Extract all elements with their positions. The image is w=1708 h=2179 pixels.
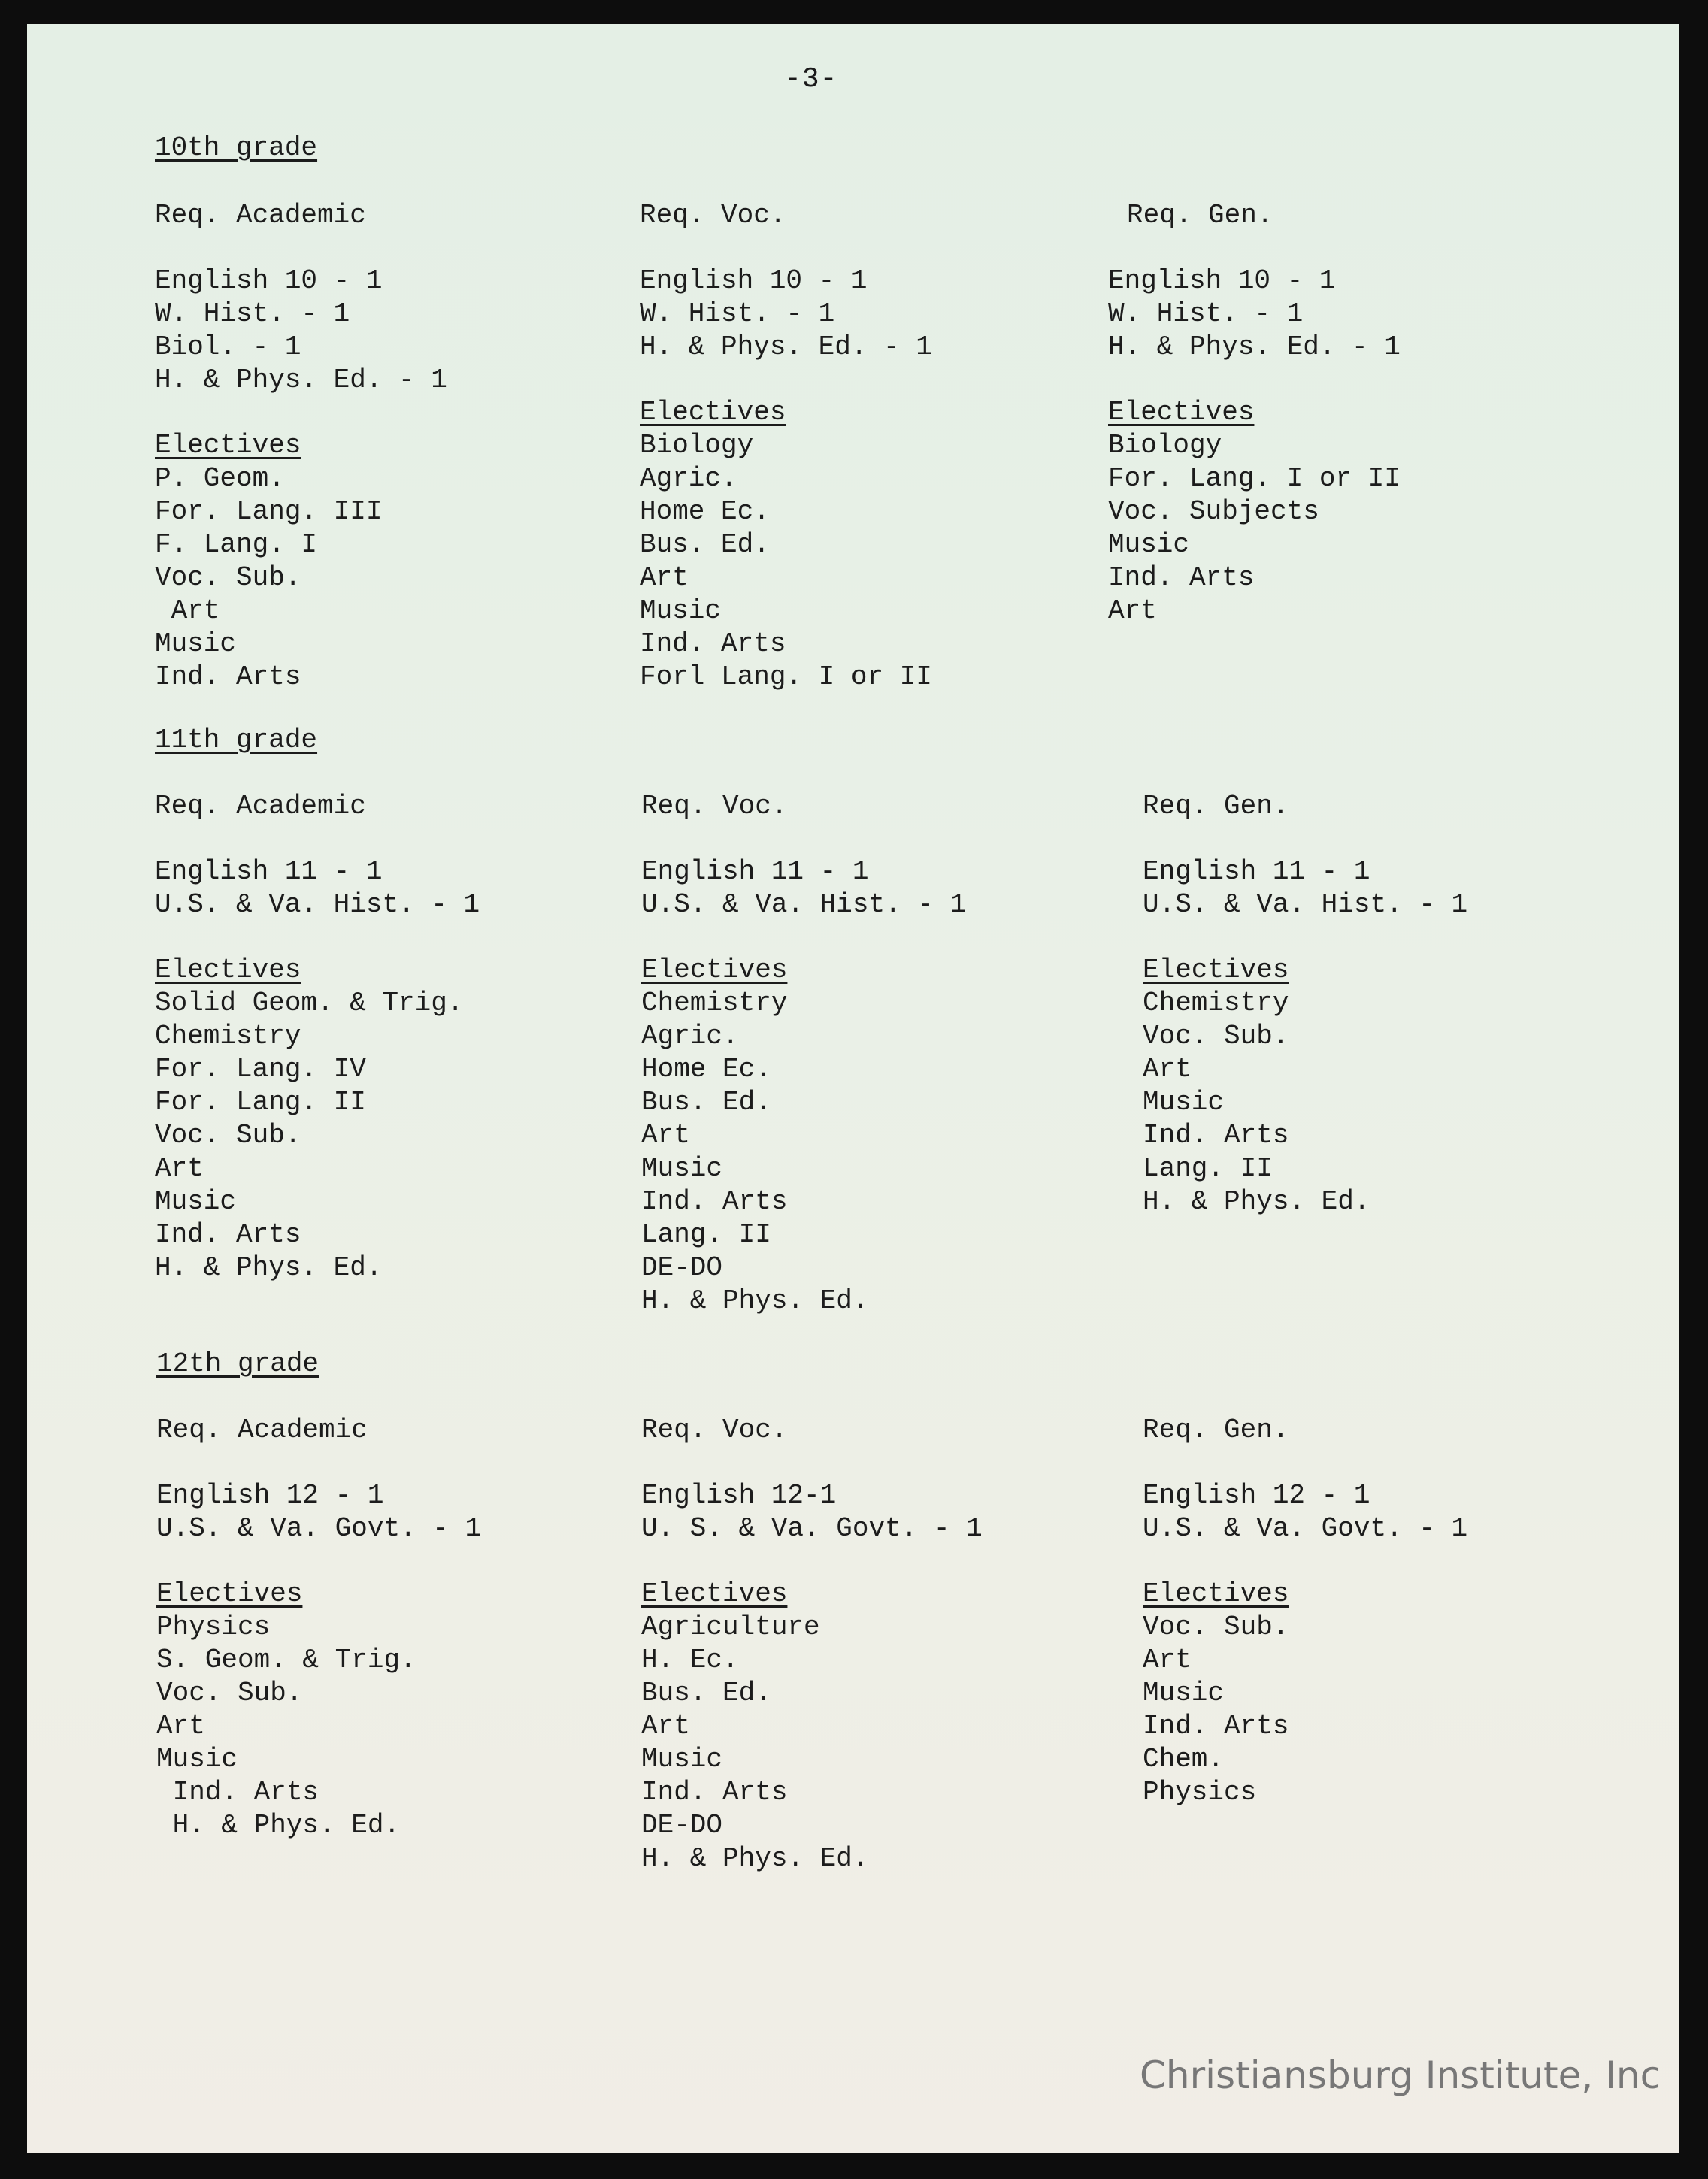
list-item: Home Ec.	[640, 496, 770, 527]
list-item: Music	[1108, 529, 1190, 560]
required-list	[1143, 855, 1609, 922]
list-item: English 11 - 1	[1143, 856, 1370, 887]
list-item: Art	[640, 562, 689, 593]
electives-list	[641, 1611, 1107, 1875]
list-item: F. Lang. I	[155, 529, 318, 560]
list-item: H. & Phys. Ed.	[641, 1285, 869, 1316]
electives-list	[1108, 429, 1574, 628]
list-item: Bus. Ed.	[640, 529, 770, 560]
electives-heading: Electives	[641, 1578, 788, 1609]
list-item: Bus. Ed.	[641, 1087, 771, 1118]
grade-title: 12th grade	[156, 1348, 319, 1379]
list-item: For. Lang. III	[155, 496, 383, 527]
column-vocational	[641, 790, 1107, 1318]
list-item: Music	[156, 1744, 238, 1775]
column-heading: Req. Gen.	[1143, 1415, 1289, 1445]
column-academic	[155, 790, 621, 1285]
column-heading: Req. Gen.	[1127, 200, 1273, 231]
electives-list	[1143, 1611, 1609, 1809]
list-item: Bus. Ed.	[641, 1678, 771, 1708]
list-item: Music	[155, 1186, 237, 1217]
list-item: Biol. - 1	[155, 331, 301, 362]
list-item: English 12-1	[641, 1480, 837, 1511]
list-item: Art	[155, 1153, 204, 1184]
list-item: Ind. Arts	[1143, 1711, 1289, 1742]
list-item: Art	[641, 1120, 690, 1151]
list-item: Art	[156, 1711, 205, 1742]
electives-heading: Electives	[155, 955, 301, 985]
required-list	[1108, 265, 1574, 364]
list-item: For. Lang. II	[155, 1087, 366, 1118]
list-item: Music	[641, 1744, 723, 1775]
required-list	[156, 1479, 622, 1545]
list-item: DE-DO	[641, 1252, 723, 1283]
list-item: Voc. Sub.	[1143, 1021, 1289, 1052]
grade-title: 11th grade	[155, 725, 318, 755]
list-item: H. & Phys. Ed.	[155, 1252, 383, 1283]
list-item: H. & Phys. Ed.	[1143, 1186, 1370, 1217]
list-item: Music	[155, 628, 237, 659]
column-heading: Req. Academic	[156, 1415, 368, 1445]
list-item: H. & Phys. Ed. - 1	[1108, 331, 1401, 362]
list-item: Voc. Sub.	[155, 1120, 301, 1151]
list-item: Agric.	[640, 463, 737, 494]
list-item: Home Ec.	[641, 1054, 771, 1085]
list-item: Ind. Arts	[156, 1777, 319, 1808]
list-item: Music	[640, 595, 722, 626]
list-item: English 11 - 1	[641, 856, 869, 887]
list-item: Ind. Arts	[640, 628, 786, 659]
list-item: U.S. & Va. Hist. - 1	[641, 889, 967, 920]
list-item: H. & Phys. Ed.	[156, 1810, 401, 1841]
list-item: Ind. Arts	[641, 1777, 788, 1808]
list-item: Physics	[156, 1612, 271, 1642]
list-item: Biology	[1108, 430, 1222, 461]
list-item: English 10 - 1	[640, 265, 868, 296]
grade-title: 10th grade	[155, 132, 318, 163]
electives-heading: Electives	[1108, 397, 1255, 428]
required-list	[155, 265, 621, 397]
list-item: Solid Geom. & Trig.	[155, 988, 464, 1018]
list-item: Lang. II	[641, 1219, 771, 1250]
list-item: U. S. & Va. Govt. - 1	[641, 1513, 983, 1544]
list-item: Physics	[1143, 1777, 1257, 1808]
list-item: P. Geom.	[155, 463, 285, 494]
document-page	[27, 24, 1679, 2153]
list-item: H. & Phys. Ed. - 1	[155, 365, 447, 395]
electives-list	[155, 987, 621, 1285]
list-item: Agric.	[641, 1021, 739, 1052]
list-item: Ind. Arts	[155, 661, 301, 692]
column-vocational	[641, 1414, 1107, 1875]
list-item: H. & Phys. Ed.	[641, 1843, 869, 1874]
watermark: Christiansburg Institute, Inc	[1140, 2053, 1661, 2097]
column-heading: Req. Voc.	[641, 791, 788, 822]
list-item: Music	[641, 1153, 723, 1184]
column-heading: Req. Voc.	[640, 200, 786, 231]
electives-list	[155, 462, 621, 694]
required-list	[1143, 1479, 1609, 1545]
list-item: U.S. & Va. Govt. - 1	[156, 1513, 482, 1544]
list-item: U.S. & Va. Hist. - 1	[1143, 889, 1468, 920]
list-item: Chemistry	[1143, 988, 1289, 1018]
list-item: W. Hist. - 1	[640, 298, 835, 329]
list-item: Music	[1143, 1087, 1225, 1118]
list-item: Ind. Arts	[1108, 562, 1255, 593]
list-item: Ind. Arts	[155, 1219, 301, 1250]
list-item: Ind. Arts	[641, 1186, 788, 1217]
column-general	[1143, 1414, 1609, 1809]
list-item: Art	[1108, 595, 1157, 626]
list-item: Ind. Arts	[1143, 1120, 1289, 1151]
list-item: U.S. & Va. Hist. - 1	[155, 889, 480, 920]
list-item: Lang. II	[1143, 1153, 1273, 1184]
list-item: Agriculture	[641, 1612, 820, 1642]
list-item: Chemistry	[155, 1021, 301, 1052]
list-item: English 10 - 1	[1108, 265, 1336, 296]
list-item: DE-DO	[641, 1810, 723, 1841]
list-item: Chem.	[1143, 1744, 1225, 1775]
list-item: English 11 - 1	[155, 856, 383, 887]
list-item: English 12 - 1	[1143, 1480, 1370, 1511]
list-item: Voc. Sub.	[1143, 1612, 1289, 1642]
list-item: English 10 - 1	[155, 265, 383, 296]
column-academic	[156, 1414, 622, 1842]
list-item: For. Lang. IV	[155, 1054, 366, 1085]
electives-heading: Electives	[640, 397, 786, 428]
electives-heading: Electives	[156, 1578, 303, 1609]
electives-heading: Electives	[1143, 1578, 1289, 1609]
list-item: U.S. & Va. Govt. - 1	[1143, 1513, 1468, 1544]
electives-list	[640, 429, 1106, 694]
column-heading: Req. Voc.	[641, 1415, 788, 1445]
list-item: Voc. Subjects	[1108, 496, 1319, 527]
list-item: English 12 - 1	[156, 1480, 384, 1511]
list-item: Forl Lang. I or II	[640, 661, 932, 692]
required-list	[155, 855, 621, 922]
electives-heading: Electives	[641, 955, 788, 985]
list-item: Chemistry	[641, 988, 788, 1018]
required-list	[641, 1479, 1107, 1545]
list-item: Biology	[640, 430, 754, 461]
electives-heading: Electives	[1143, 955, 1289, 985]
page-number: -3-	[784, 63, 838, 95]
column-general	[1143, 790, 1609, 1218]
electives-list	[1143, 987, 1609, 1218]
list-item: Art	[641, 1711, 690, 1742]
list-item: Art	[1143, 1645, 1192, 1675]
list-item: Voc. Sub.	[155, 562, 301, 593]
list-item: W. Hist. - 1	[155, 298, 350, 329]
list-item: For. Lang. I or II	[1108, 463, 1401, 494]
column-general	[1108, 199, 1574, 628]
list-item: Music	[1143, 1678, 1225, 1708]
column-heading: Req. Gen.	[1143, 791, 1289, 822]
column-academic	[155, 199, 621, 694]
column-heading: Req. Academic	[155, 200, 366, 231]
list-item: Art	[155, 595, 220, 626]
list-item: H. Ec.	[641, 1645, 739, 1675]
list-item: Art	[1143, 1054, 1192, 1085]
list-item: S. Geom. & Trig.	[156, 1645, 416, 1675]
required-list	[641, 855, 1107, 922]
column-heading: Req. Academic	[155, 791, 366, 822]
list-item: H. & Phys. Ed. - 1	[640, 331, 932, 362]
required-list	[640, 265, 1106, 364]
column-vocational	[640, 199, 1106, 694]
list-item: W. Hist. - 1	[1108, 298, 1304, 329]
electives-heading: Electives	[155, 430, 301, 461]
electives-list	[641, 987, 1107, 1318]
electives-list	[156, 1611, 622, 1842]
list-item: Voc. Sub.	[156, 1678, 303, 1708]
